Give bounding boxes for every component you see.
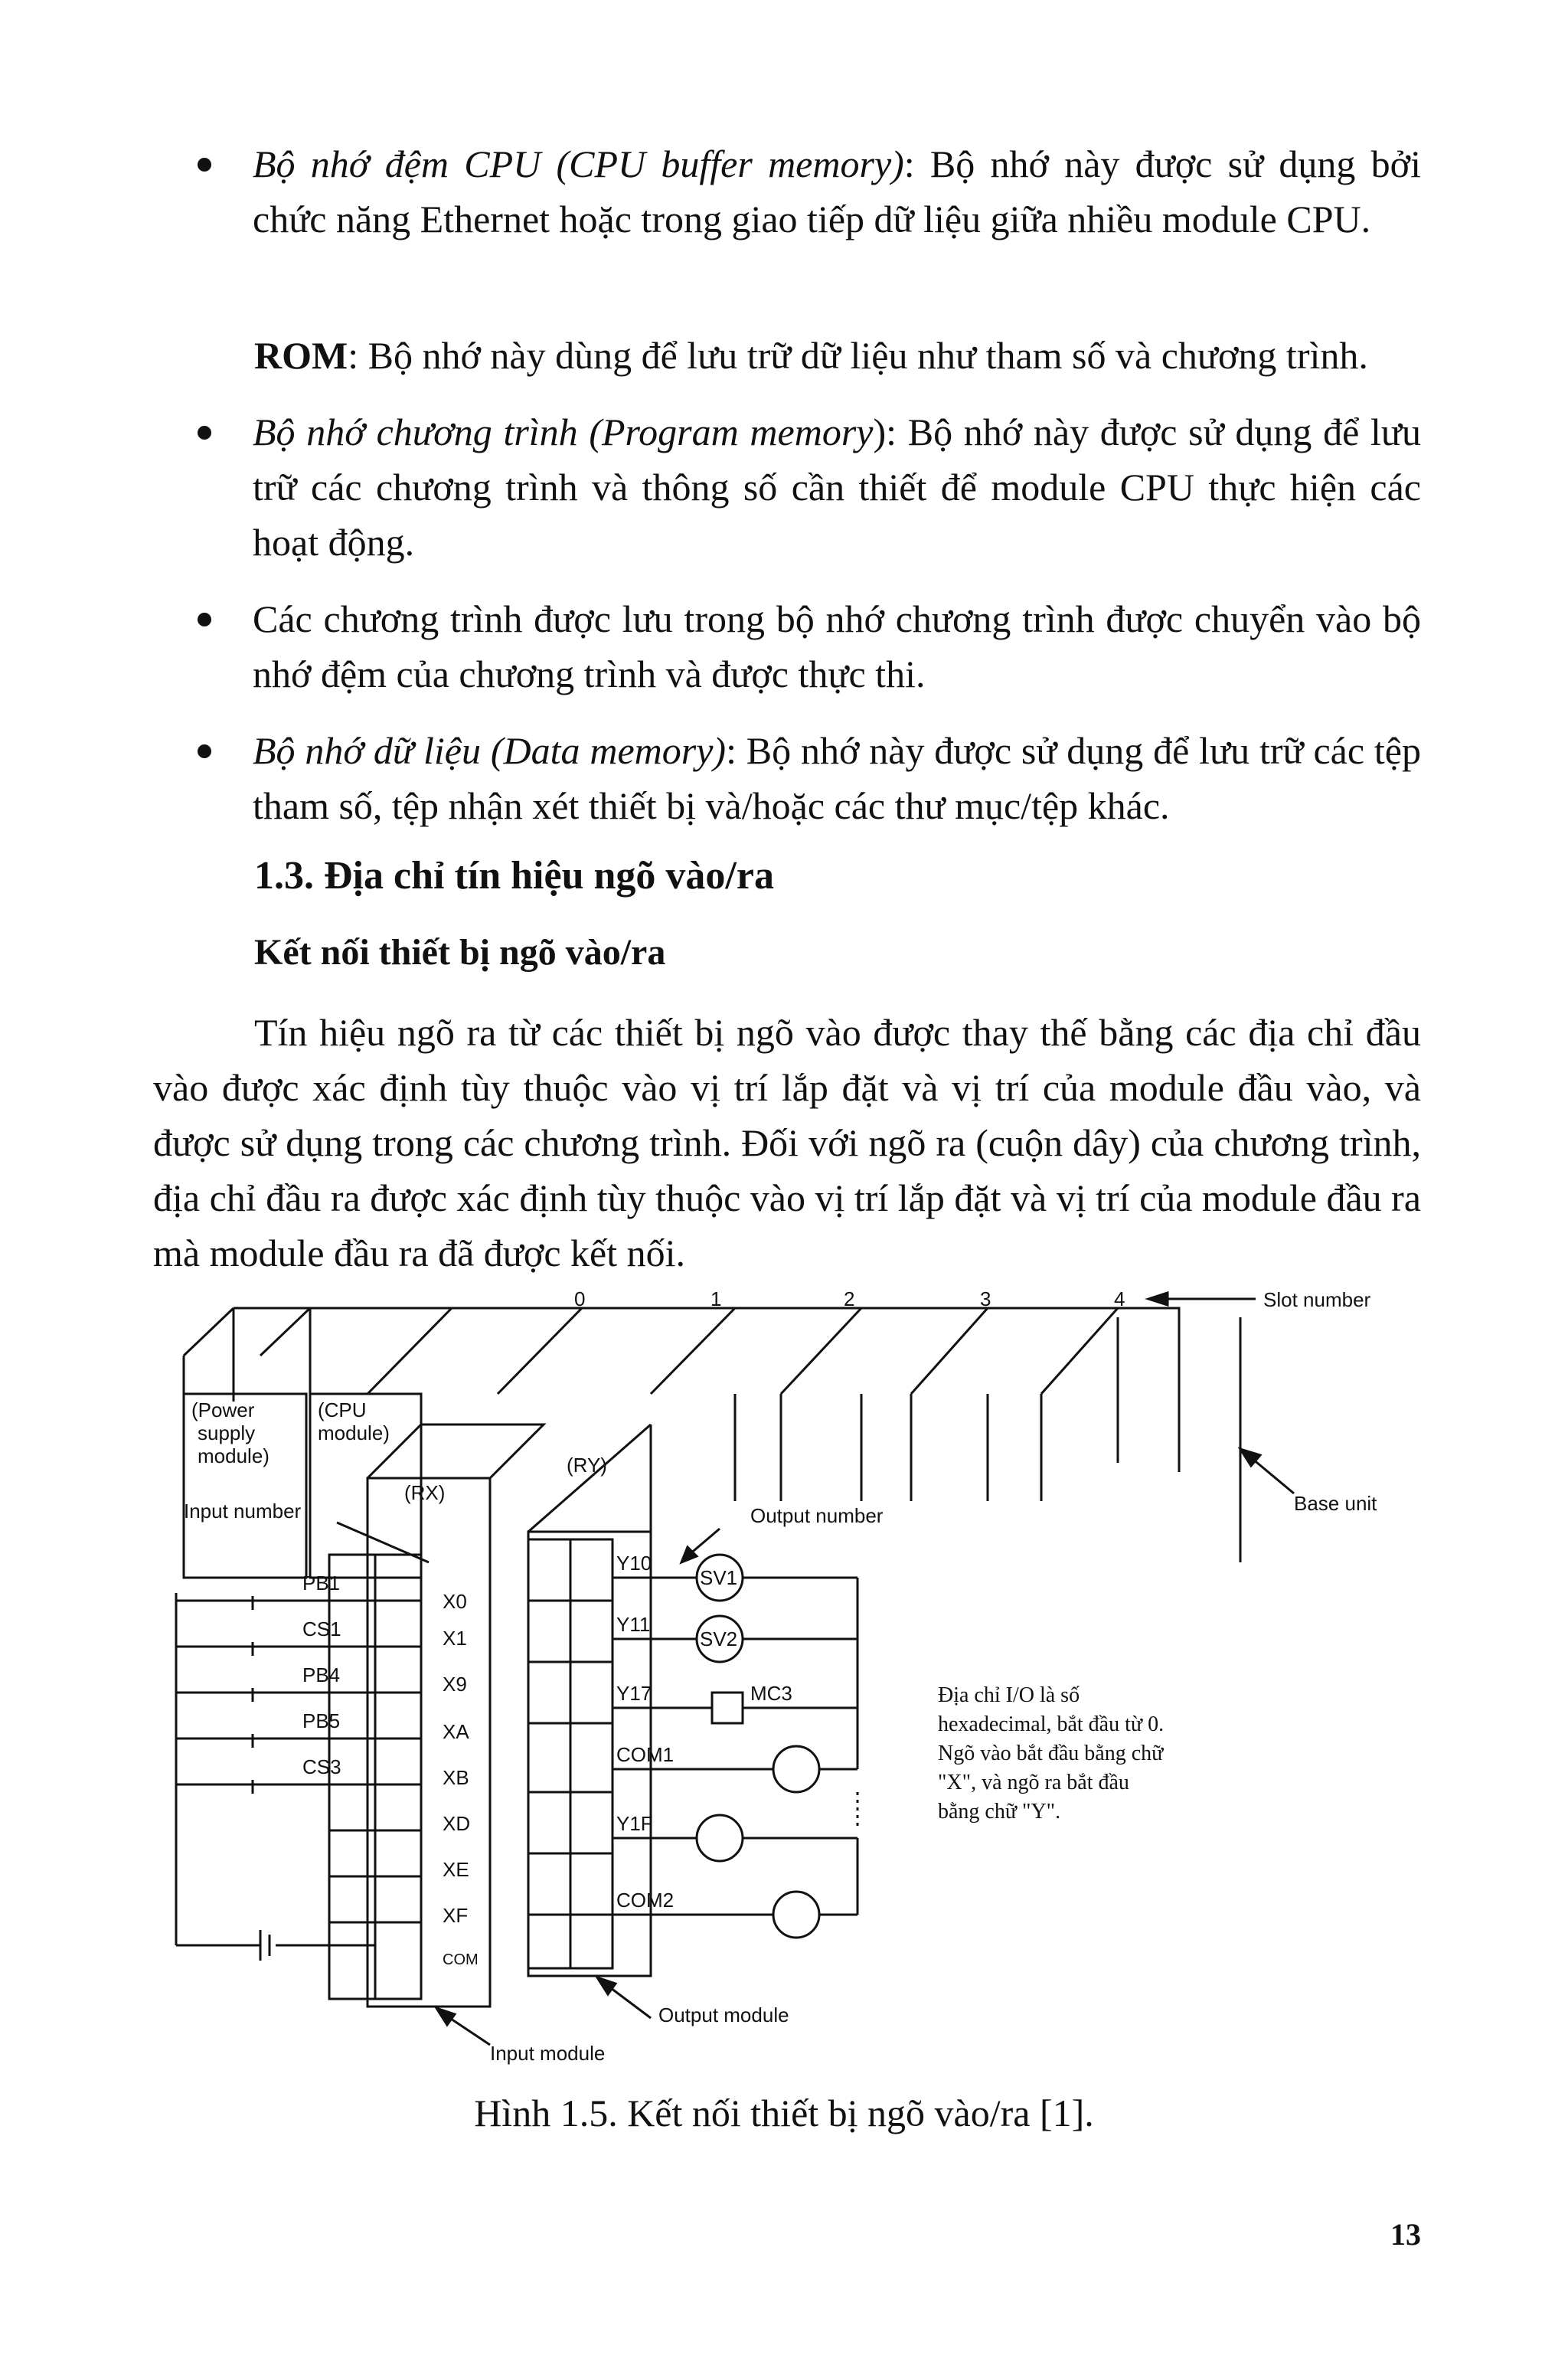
bullet-program-transfer xyxy=(253,591,1421,702)
input-address-x0: X0 xyxy=(443,1590,467,1613)
bullet-term: Bộ nhớ dữ liệu (Data memory) xyxy=(253,729,727,772)
rom-text: : Bộ nhớ này dùng để lưu trữ dữ liệu như tham số và chương trình. xyxy=(348,334,1368,377)
section-heading: 1.3. Địa chỉ tín hiệu ngõ vào/ra xyxy=(254,854,774,898)
slot-number-2: 2 xyxy=(844,1287,855,1310)
bullet-term: Bộ nhớ chương trình (Program memory xyxy=(253,411,874,453)
input-device-cs1: CS1 xyxy=(302,1617,341,1640)
bullet-text: ): Bộ nhớ này được sử dụng để lưu trữ các chương trình và thông số cần thiết để module CPU thực hiện các hoạt động. xyxy=(253,411,1421,564)
bullet-program-memory xyxy=(253,404,1421,570)
input-address-xe: XE xyxy=(443,1858,469,1881)
bullet-text: : Bộ nhớ này được sử dụng để lưu trữ các tệp tham số, tệp nhận xét thiết bị và/hoặc các thư mục/tệp khác. xyxy=(253,729,1421,827)
input-address-com: COM xyxy=(443,1951,479,1968)
slot-number-4: 4 xyxy=(1114,1287,1125,1310)
power-label-1: (Power xyxy=(191,1398,255,1421)
body-paragraph: Tín hiệu ngõ ra từ các thiết bị ngõ vào được thay thế bằng các địa chỉ đầu vào được xác định tùy thuộc vào vị trí lắp đặt và vị trí của module đầu vào, và được sử dụng trong các chương trình. Đối với ngõ ra (cuộn dây) của chương trình, địa chỉ đầu ra được xác định tùy thuộc vào vị trí lắp đặt và vị trí của module đầu ra mà module đầu ra đã được kết nối. xyxy=(153,1011,1421,1274)
bullet-term: Bộ nhớ đệm CPU (CPU buffer memory) xyxy=(253,142,904,185)
output-load-mc3: MC3 xyxy=(750,1682,792,1705)
bullet-text: Các chương trình được lưu trong bộ nhớ chương trình được chuyển vào bộ nhớ đệm của chương trình và được thực thi. xyxy=(253,597,1421,695)
figure-caption: Hình 1.5. Kết nối thiết bị ngõ vào/ra [1]. xyxy=(474,2092,1094,2134)
note-line-4: "X", và ngõ ra bắt đầu xyxy=(938,1771,1129,1794)
input-address-x9: X9 xyxy=(443,1673,467,1696)
cpu-label-2: module) xyxy=(318,1421,390,1444)
input-device-cs3: CS3 xyxy=(302,1755,341,1778)
subheading: Kết nối thiết bị ngõ vào/ra xyxy=(254,932,666,973)
bullet-text: : Bộ nhớ này được sử dụng bởi chức năng Ethernet hoặc trong giao tiếp dữ liệu giữa nhiều module CPU. xyxy=(253,142,1422,240)
input-address-xf: XF xyxy=(443,1904,469,1927)
input-device-pb5: PB5 xyxy=(302,1709,341,1732)
slot-number-0: 0 xyxy=(574,1287,586,1310)
output-number-label: Output number xyxy=(750,1504,884,1527)
output-load-sv2: SV2 xyxy=(700,1627,738,1650)
input-address-x1: X1 xyxy=(443,1627,467,1650)
output-address-y17: Y17 xyxy=(616,1682,652,1705)
slot-number-1: 1 xyxy=(710,1287,722,1310)
page-number: 13 xyxy=(1390,2217,1421,2252)
output-load-sv1: SV1 xyxy=(700,1566,738,1589)
input-address-xb: XB xyxy=(443,1766,469,1789)
input-module-label: Input module xyxy=(490,2042,606,2065)
ry-label: (RY) xyxy=(567,1454,607,1477)
rom-term: ROM xyxy=(254,334,348,377)
rom-line xyxy=(254,328,1426,383)
base-unit-label: Base unit xyxy=(1294,1492,1377,1515)
io-connection-figure xyxy=(0,1271,1568,2083)
input-device-pb4: PB4 xyxy=(302,1663,341,1686)
note-line-1: Địa chỉ I/O là số xyxy=(938,1683,1080,1707)
cpu-label-1: (CPU xyxy=(318,1398,367,1421)
input-address-xa: XA xyxy=(443,1720,469,1743)
power-label-2: supply xyxy=(198,1421,256,1444)
output-address-y10: Y10 xyxy=(616,1552,652,1575)
output-address-com1: COM1 xyxy=(616,1743,675,1766)
output-module-label: Output module xyxy=(658,2003,789,2026)
note-line-2: hexadecimal, bắt đầu từ 0. xyxy=(938,1712,1165,1736)
input-address-xd: XD xyxy=(443,1812,471,1835)
output-address-com2: COM2 xyxy=(616,1889,675,1912)
slot-number-3: 3 xyxy=(980,1287,991,1310)
note-line-5: bằng chữ "Y". xyxy=(938,1800,1061,1824)
note-line-3: Ngõ vào bắt đầu bằng chữ xyxy=(938,1742,1164,1765)
output-address-y1f: Y1F xyxy=(616,1812,653,1835)
slot-number-label: Slot number xyxy=(1263,1288,1371,1311)
bullet-cpu-buffer-memory xyxy=(253,136,1421,247)
input-number-label: Input number xyxy=(184,1500,302,1523)
bullet-data-memory xyxy=(253,723,1421,833)
output-address-y11: Y11 xyxy=(616,1613,651,1636)
power-label-3: module) xyxy=(198,1444,270,1467)
input-device-pb1: PB1 xyxy=(302,1572,341,1595)
rx-label: (RX) xyxy=(404,1481,446,1504)
